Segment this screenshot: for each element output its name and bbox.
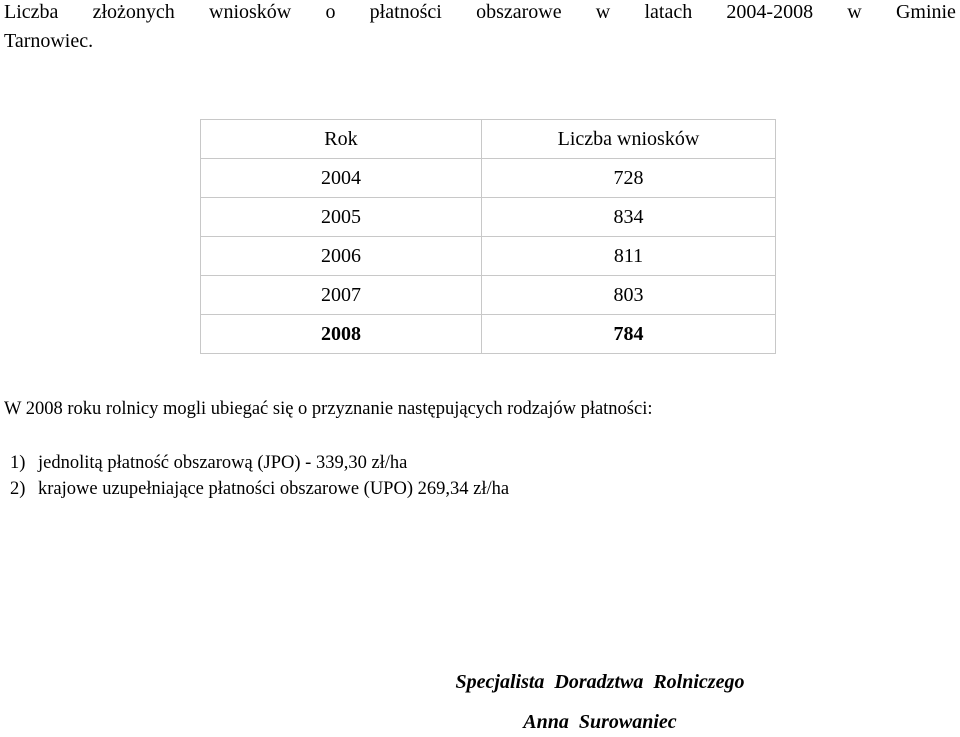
table-header-row xyxy=(201,120,776,159)
heading-line-2: Tarnowiec. xyxy=(4,30,94,52)
signature-title: Specjalista Doradztwa Rolniczego xyxy=(455,671,745,693)
table-row xyxy=(201,315,776,354)
year-cell: 2006 xyxy=(201,237,482,276)
year-cell: 2007 xyxy=(201,276,482,315)
signature-block xyxy=(428,667,772,737)
table-row xyxy=(201,237,776,276)
heading-word: 2004-2008 xyxy=(726,1,814,23)
applications-table xyxy=(200,119,776,354)
document-heading xyxy=(4,0,956,56)
heading-word: złożonych xyxy=(92,1,175,23)
heading-word: obszarowe xyxy=(476,1,562,23)
heading-word: w xyxy=(847,1,862,23)
year-cell: 2008 xyxy=(201,315,482,354)
column-header-count: Liczba wniosków xyxy=(481,120,775,159)
year-cell: 2004 xyxy=(201,159,482,198)
year-cell: 2005 xyxy=(201,198,482,237)
list-item xyxy=(10,450,509,476)
heading-word: Liczba xyxy=(4,1,59,23)
list-item-text: jednolitą płatność obszarową (JPO) - 339,30 zł/ha xyxy=(38,453,408,473)
intro-paragraph: W 2008 roku rolnicy mogli ubiegać się o przyznanie następujących rodzajów płatności: xyxy=(4,399,653,419)
table-row xyxy=(201,159,776,198)
payments-list xyxy=(10,450,509,502)
list-item-text: krajowe uzupełniające płatności obszarowe (UPO) 269,34 zł/ha xyxy=(38,479,510,499)
heading-word: w xyxy=(595,1,611,23)
heading-word: wniosków xyxy=(209,1,292,23)
column-header-year: Rok xyxy=(201,120,482,159)
list-item-number: 2) xyxy=(10,479,26,499)
list-item xyxy=(10,476,509,502)
table-row xyxy=(201,198,776,237)
table-row xyxy=(201,276,776,315)
heading-word: Gminie xyxy=(895,1,956,23)
count-cell: 803 xyxy=(481,276,775,315)
list-item-number: 1) xyxy=(10,453,26,473)
count-cell: 811 xyxy=(481,237,775,276)
heading-word: o xyxy=(325,1,336,23)
count-cell: 834 xyxy=(481,198,775,237)
signature-name: Anna Surowaniec xyxy=(523,711,677,733)
heading-word: płatności xyxy=(369,1,442,23)
count-cell: 728 xyxy=(481,159,775,198)
count-cell: 784 xyxy=(481,315,775,354)
heading-line-1 xyxy=(4,0,956,26)
heading-word: latach xyxy=(644,1,693,23)
